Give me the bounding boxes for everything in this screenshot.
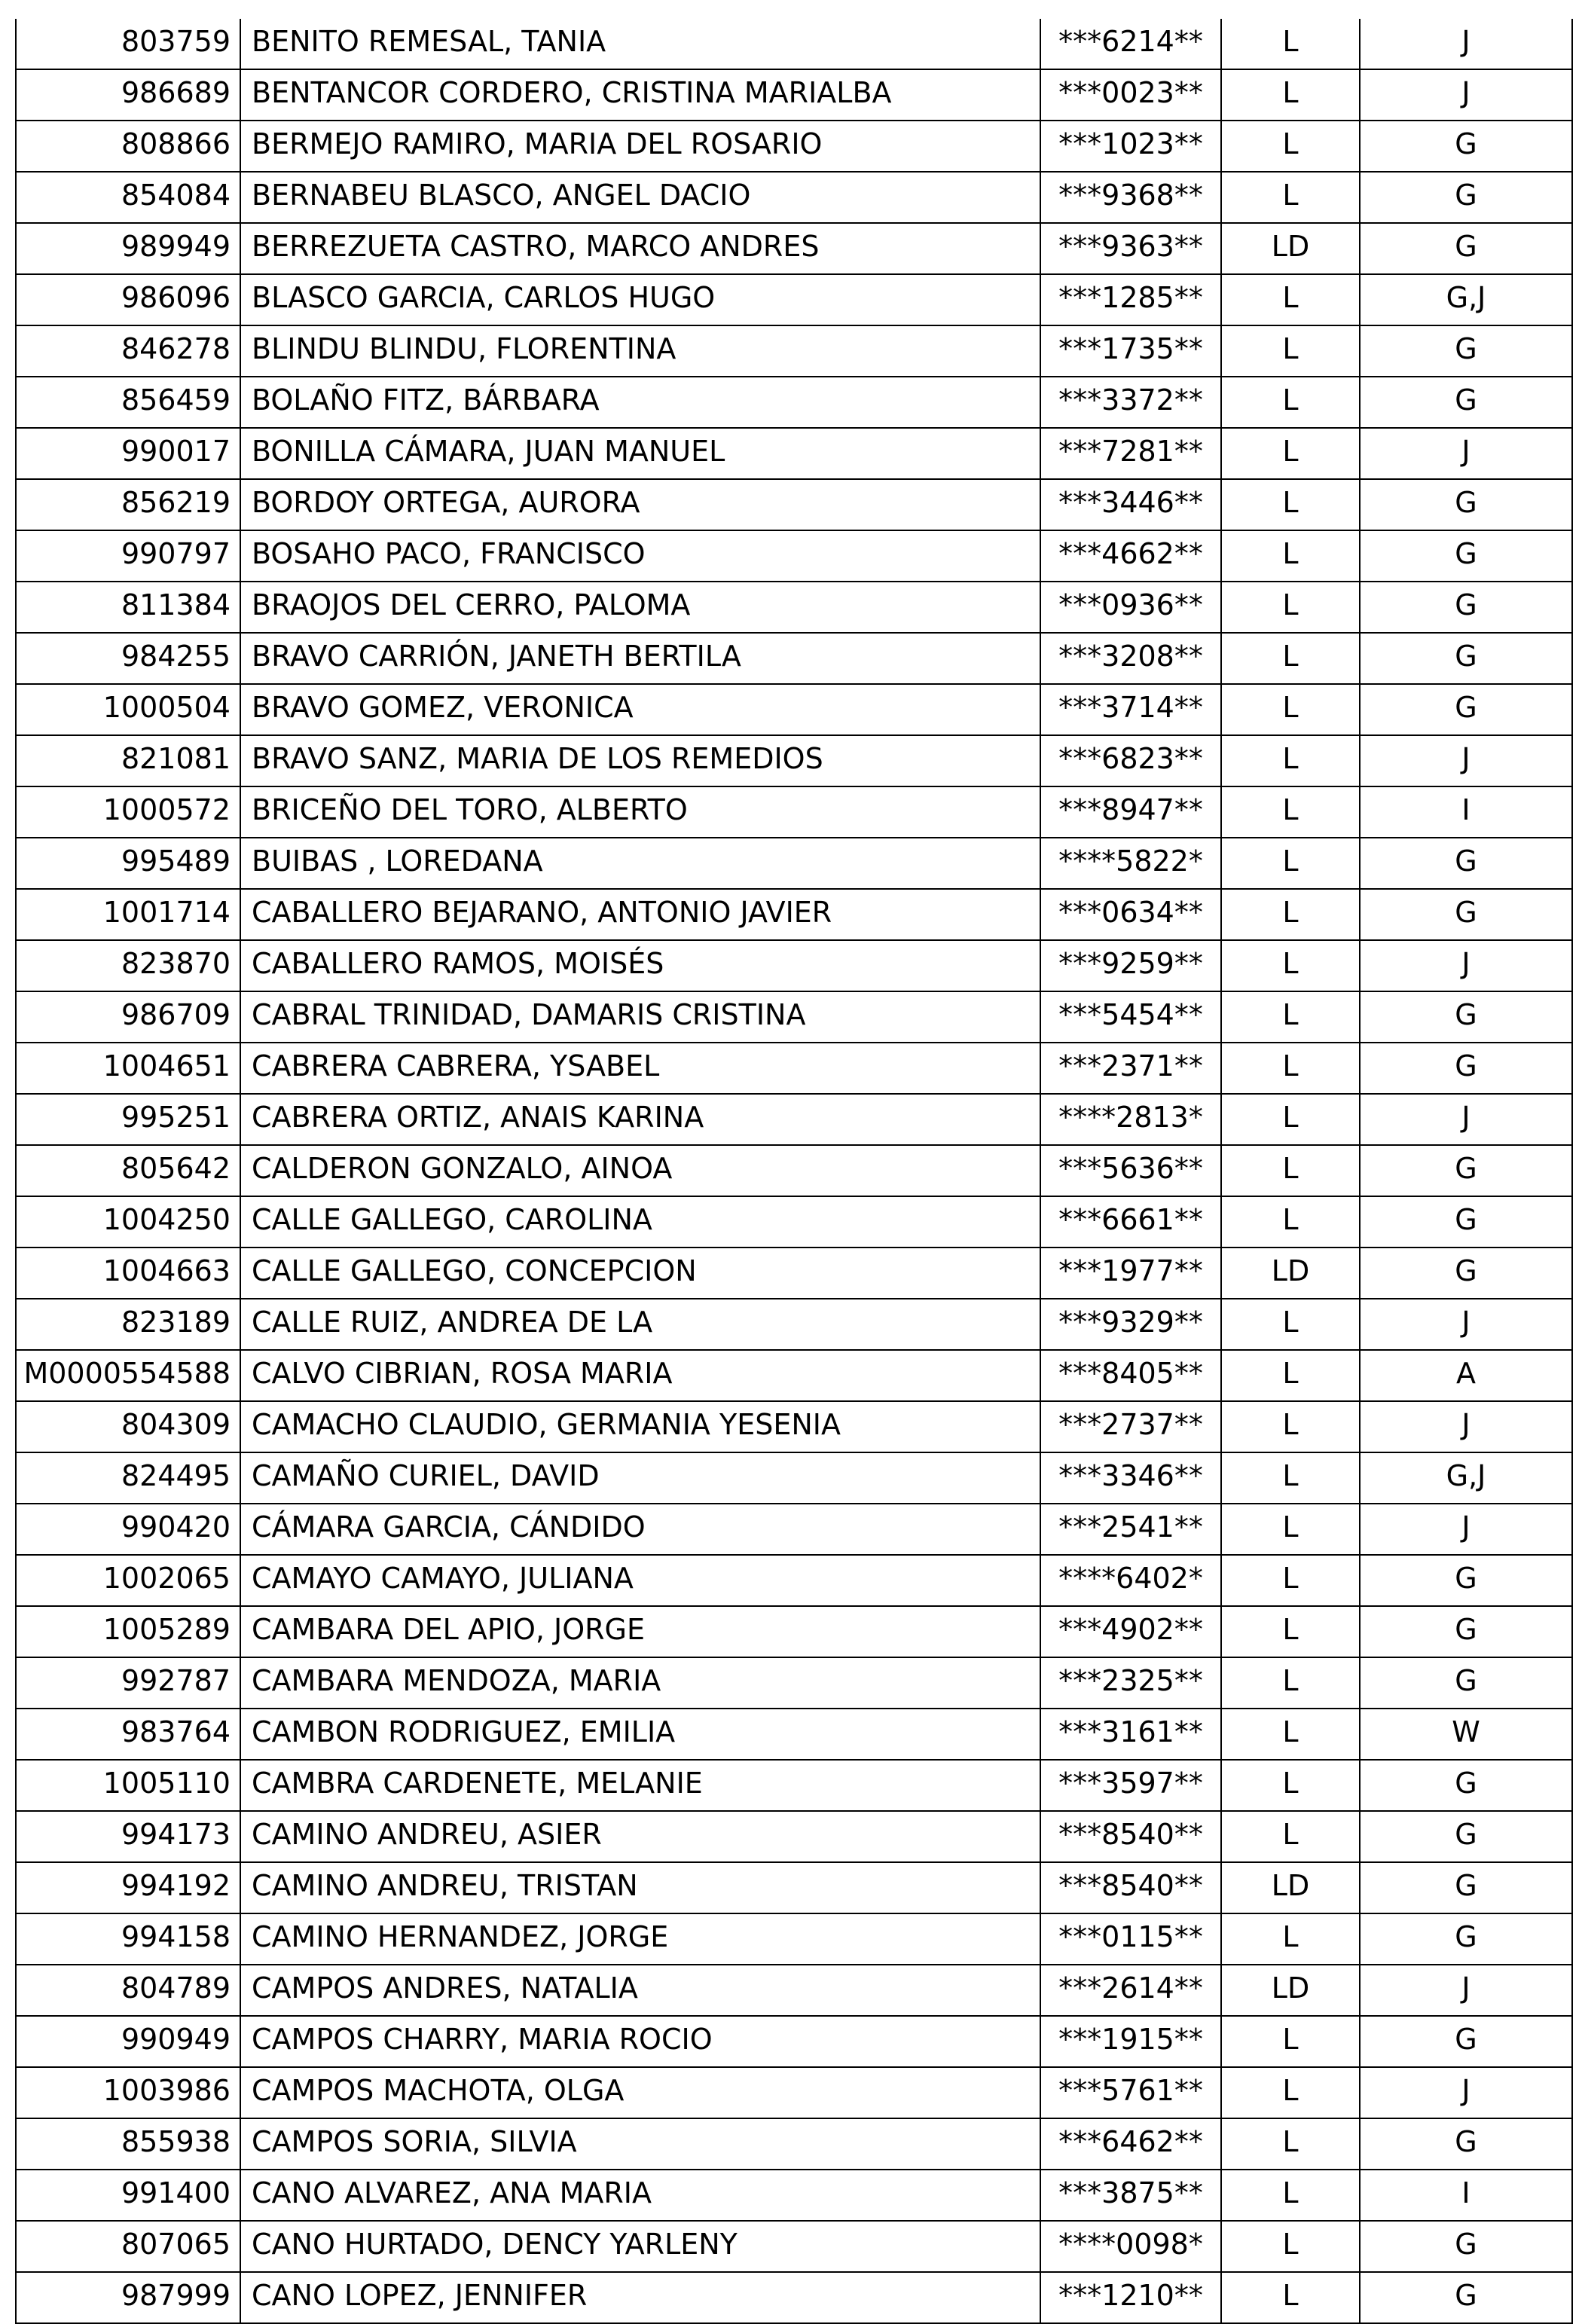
masked-dni-cell: ***9368**: [1040, 172, 1221, 223]
table-row: [16, 684, 1572, 735]
type-code-cell: L: [1221, 1709, 1360, 1760]
full-name-cell: BOLAÑO FITZ, BÁRBARA: [240, 377, 1040, 428]
record-id-cell: 995251: [16, 1094, 240, 1145]
full-name-cell: CAMBARA MENDOZA, MARIA: [240, 1657, 1040, 1709]
type-code-cell: L: [1221, 428, 1360, 479]
full-name-cell: CAMAYO CAMAYO, JULIANA: [240, 1555, 1040, 1606]
table-row: [16, 1913, 1572, 1965]
masked-dni-cell: ***0023**: [1040, 69, 1221, 121]
type-code-cell: L: [1221, 1555, 1360, 1606]
type-code-cell: L: [1221, 786, 1360, 838]
table-row: [16, 19, 1572, 69]
full-name-cell: CAMINO ANDREU, TRISTAN: [240, 1862, 1040, 1913]
masked-dni-cell: ***3875**: [1040, 2170, 1221, 2221]
full-name-cell: CALLE GALLEGO, CONCEPCION: [240, 1248, 1040, 1299]
masked-dni-cell: ***6661**: [1040, 1196, 1221, 1248]
full-name-cell: CAMBARA DEL APIO, JORGE: [240, 1606, 1040, 1657]
group-code-cell: J: [1360, 428, 1572, 479]
type-code-cell: L: [1221, 889, 1360, 940]
record-id-cell: 1000504: [16, 684, 240, 735]
masked-dni-cell: ***3597**: [1040, 1760, 1221, 1811]
full-name-cell: CABALLERO BEJARANO, ANTONIO JAVIER: [240, 889, 1040, 940]
record-id-cell: 856459: [16, 377, 240, 428]
masked-dni-cell: ***3346**: [1040, 1452, 1221, 1504]
full-name-cell: BLINDU BLINDU, FLORENTINA: [240, 325, 1040, 377]
full-name-cell: CAMBON RODRIGUEZ, EMILIA: [240, 1709, 1040, 1760]
record-id-cell: 995489: [16, 838, 240, 889]
full-name-cell: BERNABEU BLASCO, ANGEL DACIO: [240, 172, 1040, 223]
masked-dni-cell: ***1977**: [1040, 1248, 1221, 1299]
record-id-cell: 1002065: [16, 1555, 240, 1606]
type-code-cell: L: [1221, 1350, 1360, 1401]
table-row: [16, 2118, 1572, 2170]
group-code-cell: G: [1360, 889, 1572, 940]
full-name-cell: BRAVO GOMEZ, VERONICA: [240, 684, 1040, 735]
type-code-cell: L: [1221, 2016, 1360, 2067]
group-code-cell: G: [1360, 1145, 1572, 1196]
group-code-cell: G: [1360, 1760, 1572, 1811]
table-row: [16, 1248, 1572, 1299]
masked-dni-cell: ***6462**: [1040, 2118, 1221, 2170]
record-id-cell: 808866: [16, 121, 240, 172]
record-id-cell: 821081: [16, 735, 240, 786]
full-name-cell: BUIBAS , LOREDANA: [240, 838, 1040, 889]
group-code-cell: G: [1360, 2272, 1572, 2323]
table-row: [16, 633, 1572, 684]
type-code-cell: L: [1221, 1196, 1360, 1248]
table-row: [16, 1862, 1572, 1913]
full-name-cell: CABALLERO RAMOS, MOISÉS: [240, 940, 1040, 991]
group-code-cell: J: [1360, 19, 1572, 69]
full-name-cell: CANO ALVAREZ, ANA MARIA: [240, 2170, 1040, 2221]
full-name-cell: CALVO CIBRIAN, ROSA MARIA: [240, 1350, 1040, 1401]
masked-dni-cell: ***2614**: [1040, 1965, 1221, 2016]
table-row: [16, 223, 1572, 274]
type-code-cell: L: [1221, 2272, 1360, 2323]
type-code-cell: L: [1221, 633, 1360, 684]
full-name-cell: BRAVO SANZ, MARIA DE LOS REMEDIOS: [240, 735, 1040, 786]
table-row: [16, 530, 1572, 582]
masked-dni-cell: ***3372**: [1040, 377, 1221, 428]
full-name-cell: CAMBRA CARDENETE, MELANIE: [240, 1760, 1040, 1811]
table-row: [16, 1145, 1572, 1196]
type-code-cell: L: [1221, 479, 1360, 530]
records-table: [15, 19, 1573, 2324]
record-id-cell: 990420: [16, 1504, 240, 1555]
records-body: [16, 19, 1572, 2323]
type-code-cell: L: [1221, 377, 1360, 428]
type-code-cell: L: [1221, 1913, 1360, 1965]
masked-dni-cell: ***8540**: [1040, 1811, 1221, 1862]
group-code-cell: J: [1360, 940, 1572, 991]
table-row: [16, 325, 1572, 377]
masked-dni-cell: ***2371**: [1040, 1043, 1221, 1094]
masked-dni-cell: ***1023**: [1040, 121, 1221, 172]
group-code-cell: G: [1360, 684, 1572, 735]
record-id-cell: 1003986: [16, 2067, 240, 2118]
record-id-cell: 987999: [16, 2272, 240, 2323]
group-code-cell: G: [1360, 2016, 1572, 2067]
record-id-cell: 983764: [16, 1709, 240, 1760]
group-code-cell: G: [1360, 1555, 1572, 1606]
masked-dni-cell: ****5822*: [1040, 838, 1221, 889]
group-code-cell: G: [1360, 479, 1572, 530]
masked-dni-cell: ***1735**: [1040, 325, 1221, 377]
masked-dni-cell: ***9329**: [1040, 1299, 1221, 1350]
group-code-cell: G: [1360, 223, 1572, 274]
masked-dni-cell: ***5454**: [1040, 991, 1221, 1043]
group-code-cell: G: [1360, 377, 1572, 428]
record-id-cell: 986096: [16, 274, 240, 325]
masked-dni-cell: ***3714**: [1040, 684, 1221, 735]
masked-dni-cell: ***9363**: [1040, 223, 1221, 274]
full-name-cell: CAMAÑO CURIEL, DAVID: [240, 1452, 1040, 1504]
full-name-cell: CAMPOS SORIA, SILVIA: [240, 2118, 1040, 2170]
table-row: [16, 1657, 1572, 1709]
record-id-cell: 990017: [16, 428, 240, 479]
type-code-cell: L: [1221, 2067, 1360, 2118]
group-code-cell: G: [1360, 1196, 1572, 1248]
table-row: [16, 1709, 1572, 1760]
group-code-cell: G,J: [1360, 1452, 1572, 1504]
masked-dni-cell: ***4902**: [1040, 1606, 1221, 1657]
type-code-cell: L: [1221, 530, 1360, 582]
group-code-cell: G: [1360, 121, 1572, 172]
masked-dni-cell: ***8947**: [1040, 786, 1221, 838]
type-code-cell: L: [1221, 325, 1360, 377]
table-row: [16, 274, 1572, 325]
record-id-cell: 1004651: [16, 1043, 240, 1094]
group-code-cell: G: [1360, 838, 1572, 889]
full-name-cell: CALLE RUIZ, ANDREA DE LA: [240, 1299, 1040, 1350]
full-name-cell: CAMINO HERNANDEZ, JORGE: [240, 1913, 1040, 1965]
full-name-cell: BLASCO GARCIA, CARLOS HUGO: [240, 274, 1040, 325]
record-id-cell: M0000554588: [16, 1350, 240, 1401]
masked-dni-cell: ***4662**: [1040, 530, 1221, 582]
full-name-cell: CAMINO ANDREU, ASIER: [240, 1811, 1040, 1862]
table-row: [16, 1452, 1572, 1504]
type-code-cell: L: [1221, 1811, 1360, 1862]
full-name-cell: BOSAHO PACO, FRANCISCO: [240, 530, 1040, 582]
record-id-cell: 855938: [16, 2118, 240, 2170]
type-code-cell: L: [1221, 1043, 1360, 1094]
type-code-cell: L: [1221, 1760, 1360, 1811]
group-code-cell: G: [1360, 325, 1572, 377]
masked-dni-cell: ***0634**: [1040, 889, 1221, 940]
record-id-cell: 805642: [16, 1145, 240, 1196]
full-name-cell: CABRAL TRINIDAD, DAMARIS CRISTINA: [240, 991, 1040, 1043]
full-name-cell: BORDOY ORTEGA, AURORA: [240, 479, 1040, 530]
table-row: [16, 1196, 1572, 1248]
record-id-cell: 1004663: [16, 1248, 240, 1299]
type-code-cell: L: [1221, 1606, 1360, 1657]
type-code-cell: L: [1221, 1094, 1360, 1145]
full-name-cell: CALDERON GONZALO, AINOA: [240, 1145, 1040, 1196]
full-name-cell: CAMPOS ANDRES, NATALIA: [240, 1965, 1040, 2016]
type-code-cell: L: [1221, 940, 1360, 991]
table-row: [16, 2170, 1572, 2221]
record-id-cell: 846278: [16, 325, 240, 377]
masked-dni-cell: ***1210**: [1040, 2272, 1221, 2323]
table-row: [16, 1299, 1572, 1350]
masked-dni-cell: ***1285**: [1040, 274, 1221, 325]
record-id-cell: 804309: [16, 1401, 240, 1452]
masked-dni-cell: ***7281**: [1040, 428, 1221, 479]
table-row: [16, 582, 1572, 633]
type-code-cell: L: [1221, 121, 1360, 172]
table-row: [16, 69, 1572, 121]
type-code-cell: L: [1221, 838, 1360, 889]
type-code-cell: L: [1221, 582, 1360, 633]
type-code-cell: LD: [1221, 1862, 1360, 1913]
group-code-cell: J: [1360, 1094, 1572, 1145]
type-code-cell: L: [1221, 684, 1360, 735]
type-code-cell: L: [1221, 1504, 1360, 1555]
table-row: [16, 1606, 1572, 1657]
masked-dni-cell: ****6402*: [1040, 1555, 1221, 1606]
full-name-cell: CAMPOS CHARRY, MARIA ROCIO: [240, 2016, 1040, 2067]
record-id-cell: 994192: [16, 1862, 240, 1913]
type-code-cell: L: [1221, 1145, 1360, 1196]
full-name-cell: BERMEJO RAMIRO, MARIA DEL ROSARIO: [240, 121, 1040, 172]
record-id-cell: 991400: [16, 2170, 240, 2221]
table-row: [16, 1043, 1572, 1094]
group-code-cell: G: [1360, 1862, 1572, 1913]
group-code-cell: G: [1360, 1606, 1572, 1657]
masked-dni-cell: ***5761**: [1040, 2067, 1221, 2118]
full-name-cell: CANO HURTADO, DENCY YARLENY: [240, 2221, 1040, 2272]
type-code-cell: L: [1221, 735, 1360, 786]
record-id-cell: 824495: [16, 1452, 240, 1504]
type-code-cell: L: [1221, 991, 1360, 1043]
type-code-cell: L: [1221, 1299, 1360, 1350]
masked-dni-cell: ***0936**: [1040, 582, 1221, 633]
group-code-cell: G,J: [1360, 274, 1572, 325]
table-row: [16, 2221, 1572, 2272]
full-name-cell: BERREZUETA CASTRO, MARCO ANDRES: [240, 223, 1040, 274]
table-row: [16, 1401, 1572, 1452]
group-code-cell: I: [1360, 2170, 1572, 2221]
record-id-cell: 986689: [16, 69, 240, 121]
group-code-cell: G: [1360, 172, 1572, 223]
group-code-cell: G: [1360, 2118, 1572, 2170]
record-id-cell: 823870: [16, 940, 240, 991]
table-row: [16, 735, 1572, 786]
masked-dni-cell: ***2325**: [1040, 1657, 1221, 1709]
group-code-cell: I: [1360, 786, 1572, 838]
full-name-cell: CANO LOPEZ, JENNIFER: [240, 2272, 1040, 2323]
type-code-cell: L: [1221, 2221, 1360, 2272]
record-id-cell: 992787: [16, 1657, 240, 1709]
group-code-cell: J: [1360, 2067, 1572, 2118]
full-name-cell: CÁMARA GARCIA, CÁNDIDO: [240, 1504, 1040, 1555]
table-row: [16, 1965, 1572, 2016]
full-name-cell: BRICEÑO DEL TORO, ALBERTO: [240, 786, 1040, 838]
table-row: [16, 428, 1572, 479]
record-id-cell: 986709: [16, 991, 240, 1043]
masked-dni-cell: ****2813*: [1040, 1094, 1221, 1145]
record-id-cell: 994158: [16, 1913, 240, 1965]
masked-dni-cell: ***2737**: [1040, 1401, 1221, 1452]
group-code-cell: J: [1360, 1965, 1572, 2016]
masked-dni-cell: ***5636**: [1040, 1145, 1221, 1196]
group-code-cell: G: [1360, 1811, 1572, 1862]
table-row: [16, 1760, 1572, 1811]
group-code-cell: G: [1360, 2221, 1572, 2272]
record-id-cell: 1004250: [16, 1196, 240, 1248]
table-row: [16, 940, 1572, 991]
table-row: [16, 1811, 1572, 1862]
table-row: [16, 1555, 1572, 1606]
full-name-cell: CABRERA ORTIZ, ANAIS KARINA: [240, 1094, 1040, 1145]
type-code-cell: L: [1221, 1401, 1360, 1452]
record-id-cell: 803759: [16, 19, 240, 69]
full-name-cell: BENTANCOR CORDERO, CRISTINA MARIALBA: [240, 69, 1040, 121]
record-id-cell: 804789: [16, 1965, 240, 2016]
group-code-cell: W: [1360, 1709, 1572, 1760]
record-id-cell: 984255: [16, 633, 240, 684]
record-id-cell: 994173: [16, 1811, 240, 1862]
masked-dni-cell: ***6214**: [1040, 19, 1221, 69]
group-code-cell: G: [1360, 1248, 1572, 1299]
masked-dni-cell: ***3161**: [1040, 1709, 1221, 1760]
masked-dni-cell: ***3446**: [1040, 479, 1221, 530]
table-row: [16, 121, 1572, 172]
group-code-cell: G: [1360, 1657, 1572, 1709]
table-row: [16, 377, 1572, 428]
full-name-cell: BONILLA CÁMARA, JUAN MANUEL: [240, 428, 1040, 479]
group-code-cell: A: [1360, 1350, 1572, 1401]
type-code-cell: LD: [1221, 1248, 1360, 1299]
table-row: [16, 838, 1572, 889]
group-code-cell: G: [1360, 1043, 1572, 1094]
masked-dni-cell: ***1915**: [1040, 2016, 1221, 2067]
masked-dni-cell: ***8540**: [1040, 1862, 1221, 1913]
group-code-cell: J: [1360, 1401, 1572, 1452]
record-id-cell: 990797: [16, 530, 240, 582]
record-id-cell: 854084: [16, 172, 240, 223]
record-id-cell: 989949: [16, 223, 240, 274]
group-code-cell: G: [1360, 1913, 1572, 1965]
group-code-cell: G: [1360, 991, 1572, 1043]
full-name-cell: CALLE GALLEGO, CAROLINA: [240, 1196, 1040, 1248]
group-code-cell: J: [1360, 735, 1572, 786]
table-row: [16, 2067, 1572, 2118]
table-row: [16, 1350, 1572, 1401]
full-name-cell: BRAVO CARRIÓN, JANETH BERTILA: [240, 633, 1040, 684]
table-row: [16, 2272, 1572, 2323]
record-id-cell: 1005110: [16, 1760, 240, 1811]
type-code-cell: L: [1221, 2170, 1360, 2221]
type-code-cell: L: [1221, 2118, 1360, 2170]
table-row: [16, 2016, 1572, 2067]
full-name-cell: CABRERA CABRERA, YSABEL: [240, 1043, 1040, 1094]
type-code-cell: L: [1221, 1657, 1360, 1709]
record-id-cell: 1001714: [16, 889, 240, 940]
type-code-cell: L: [1221, 172, 1360, 223]
record-id-cell: 807065: [16, 2221, 240, 2272]
masked-dni-cell: ***6823**: [1040, 735, 1221, 786]
type-code-cell: L: [1221, 1452, 1360, 1504]
type-code-cell: L: [1221, 69, 1360, 121]
group-code-cell: G: [1360, 530, 1572, 582]
record-id-cell: 1005289: [16, 1606, 240, 1657]
record-id-cell: 823189: [16, 1299, 240, 1350]
table-row: [16, 991, 1572, 1043]
group-code-cell: J: [1360, 1299, 1572, 1350]
group-code-cell: G: [1360, 582, 1572, 633]
type-code-cell: L: [1221, 274, 1360, 325]
full-name-cell: CAMACHO CLAUDIO, GERMANIA YESENIA: [240, 1401, 1040, 1452]
type-code-cell: LD: [1221, 1965, 1360, 2016]
group-code-cell: J: [1360, 1504, 1572, 1555]
full-name-cell: CAMPOS MACHOTA, OLGA: [240, 2067, 1040, 2118]
masked-dni-cell: ***8405**: [1040, 1350, 1221, 1401]
table-row: [16, 479, 1572, 530]
table-row: [16, 786, 1572, 838]
type-code-cell: LD: [1221, 223, 1360, 274]
record-id-cell: 1000572: [16, 786, 240, 838]
table-row: [16, 1504, 1572, 1555]
masked-dni-cell: ***9259**: [1040, 940, 1221, 991]
group-code-cell: G: [1360, 633, 1572, 684]
group-code-cell: J: [1360, 69, 1572, 121]
masked-dni-cell: ****0098*: [1040, 2221, 1221, 2272]
table-row: [16, 889, 1572, 940]
full-name-cell: BENITO REMESAL, TANIA: [240, 19, 1040, 69]
table-row: [16, 172, 1572, 223]
record-id-cell: 856219: [16, 479, 240, 530]
masked-dni-cell: ***0115**: [1040, 1913, 1221, 1965]
record-id-cell: 990949: [16, 2016, 240, 2067]
masked-dni-cell: ***3208**: [1040, 633, 1221, 684]
masked-dni-cell: ***2541**: [1040, 1504, 1221, 1555]
type-code-cell: L: [1221, 19, 1360, 69]
record-id-cell: 811384: [16, 582, 240, 633]
full-name-cell: BRAOJOS DEL CERRO, PALOMA: [240, 582, 1040, 633]
table-row: [16, 1094, 1572, 1145]
